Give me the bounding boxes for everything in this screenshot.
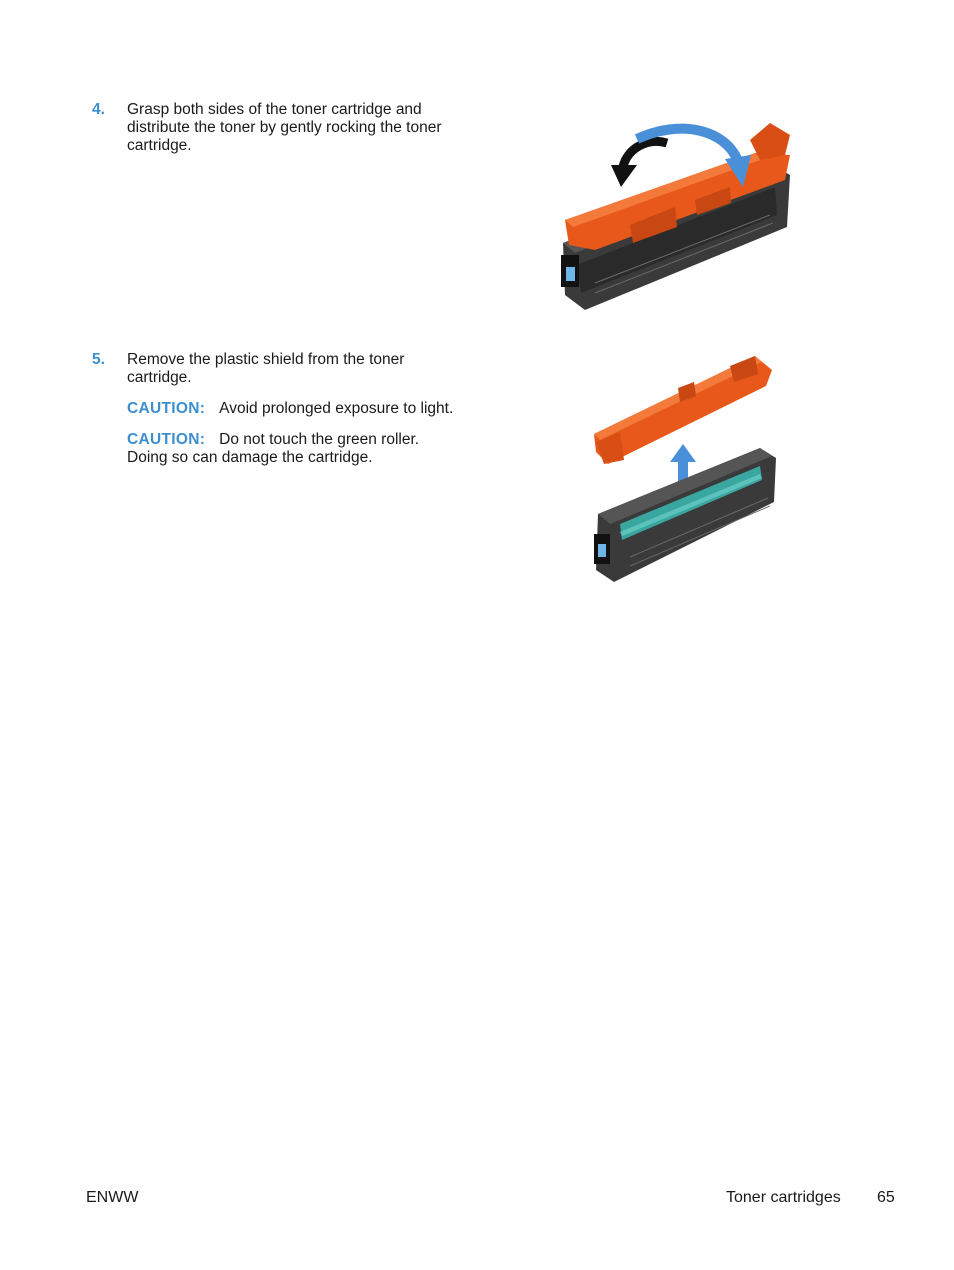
step-4 xyxy=(92,101,462,155)
caution-note xyxy=(127,431,462,467)
step-number: 4. xyxy=(92,101,105,118)
toner-shield-removal-illustration xyxy=(590,352,790,587)
step-text: Remove the plastic shield from the toner cartridge. xyxy=(127,351,405,386)
toner-rocking-illustration xyxy=(555,115,800,315)
caution-text: Do not touch the green roller. Doing so can damage the cartridge. xyxy=(127,431,420,466)
footer-left: ENWW xyxy=(86,1189,139,1206)
caution-label: CAUTION: xyxy=(127,400,206,417)
caution-text: Avoid prolonged exposure to light. xyxy=(219,400,454,417)
caution-note xyxy=(127,400,462,418)
page-number: 65 xyxy=(877,1189,895,1206)
step-text: Grasp both sides of the toner cartridge and distribute the toner by gently rocking the toner cartridge. xyxy=(127,101,442,154)
footer-section: Toner cartridges xyxy=(726,1189,841,1206)
step-5 xyxy=(92,351,462,467)
step-number: 5. xyxy=(92,351,105,368)
caution-label: CAUTION: xyxy=(127,431,206,448)
